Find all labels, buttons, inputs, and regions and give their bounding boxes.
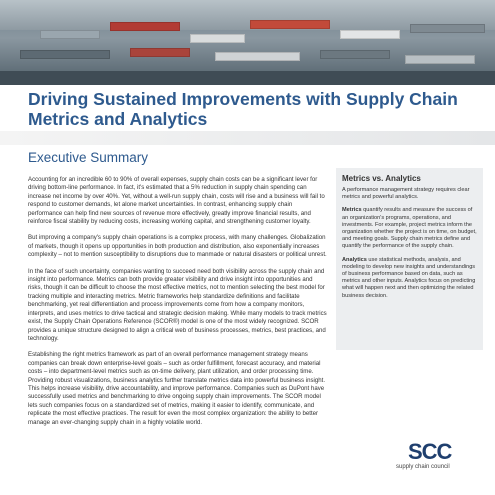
container-stack xyxy=(320,50,390,59)
paragraph: In the face of such uncertainty, companies wanting to succeed need both visibility across the supply chain and insight into performance. Metrics can both provide greater visibility and drive insight into opportunities and risks, though it can be difficult to choose the most effective metrics, not to mention selecting the best model for tracking multiple and interacting metrics. Metric frameworks help standardize definitions and facilitate benchmarking, yet real differentiation and process improvements come from how a company monitors, interprets, and uses metrics to drive tactical and strategic decision making. While many models to track metrics exist, the Supply Chain Operations Reference (SCOR®) model is one of the most widely recognized. SCOR provides a unique structure designed to align a critical web of business processes, metrics, best practices, and technology. xyxy=(28,267,327,342)
sidebar-metrics-definition xyxy=(342,207,477,250)
logo-name: supply chain council xyxy=(396,464,450,470)
metrics-term: Metrics xyxy=(342,207,362,214)
container-stack xyxy=(215,52,300,61)
scc-logo xyxy=(394,440,484,480)
container-stack xyxy=(130,48,190,57)
container-stack xyxy=(405,55,475,64)
sidebar-intro: A performance management strategy requires clear metrics and powerful analytics. xyxy=(342,187,470,201)
sidebar-box xyxy=(336,168,483,350)
section-heading: Executive Summary xyxy=(28,150,149,165)
sidebar-heading: Metrics vs. Analytics xyxy=(342,174,421,183)
main-column xyxy=(28,150,328,490)
analytics-term: Analytics xyxy=(342,256,367,263)
paragraph: Establishing the right metrics framework as part of an overall performance management strategy means companies can break down enterprise-level goals – such as order fulfillment, forecast accuracy, and material costs – into department-level metrics such as on-time delivery, plant utilization, and order processing time. Providing robust visualizations, business analytics further translate metrics data into powerful business insight. This helps increase visibility, drive accountability, and improve performance. Companies such as DuPont have successfully used metrics and benchmarking to drive ongoing supply chain improvements. The SCOR model lets such companies focus on a standardized set of metrics, making it easier to identify, communicate, and replicate the most effective practices. The result for even the most complex organization: the ability to better manage an ever-changing supply chain in a highly volatile world. xyxy=(28,351,326,426)
hero-photo xyxy=(0,0,495,85)
paragraph: Accounting for an incredible 60 to 90% of overall expenses, supply chain costs can be a significant lever for driving bottom-line performance. In fact, it's estimated that a 5% reduction in supply chain spending can increase net income by over 40%. Yet, without a well-run supply chain, costs will rise and a business will fail to respond to customer demands, let alone market uncertainties. In contrast, enhancing supply chain performance can help find new sources of revenue more effectively, greatly improve financial results, and reinforce fiscal stability by reducing costs, increasing working capital, and strengthening customer loyalty. xyxy=(28,176,325,226)
container-stack xyxy=(250,20,330,29)
container-stack xyxy=(20,50,110,59)
container-stack xyxy=(410,24,485,33)
logo-mark: SCC xyxy=(408,439,452,464)
container-stack xyxy=(110,22,180,31)
ship-deck xyxy=(0,71,495,85)
container-stack xyxy=(340,30,400,39)
document-title: Driving Sustained Improvements with Supply Chain Metrics and Analytics xyxy=(28,89,458,129)
title-band xyxy=(0,85,495,131)
container-stack xyxy=(40,30,100,39)
paragraph: But improving a company's supply chain operations is a complex process, with many challenges. Globalization of markets, though it opens up opportunities in both production and distribution, also exponentially increases complexity – not to mention susceptibility to disruptions due to manmade or natural disasters or political unrest. xyxy=(28,234,327,259)
container-stack xyxy=(190,34,245,43)
metrics-text: quantify results and measure the success of an organization's programs, operations, and investments. For example, project metrics inform the organization whether the project is on time, on budget, and meeting goals. Supply chain metrics define and quantify the performance of the supply chain. xyxy=(342,207,477,250)
analytics-text: use statistical methods, analysis, and modeling to develop new insights and understandings of business performance based on data, such as metrics and other inputs. Analytics focus on predicting what will happen next and then optimizing the related business decision. xyxy=(342,256,476,299)
sidebar-analytics-definition xyxy=(342,257,477,300)
divider-band xyxy=(0,131,495,145)
